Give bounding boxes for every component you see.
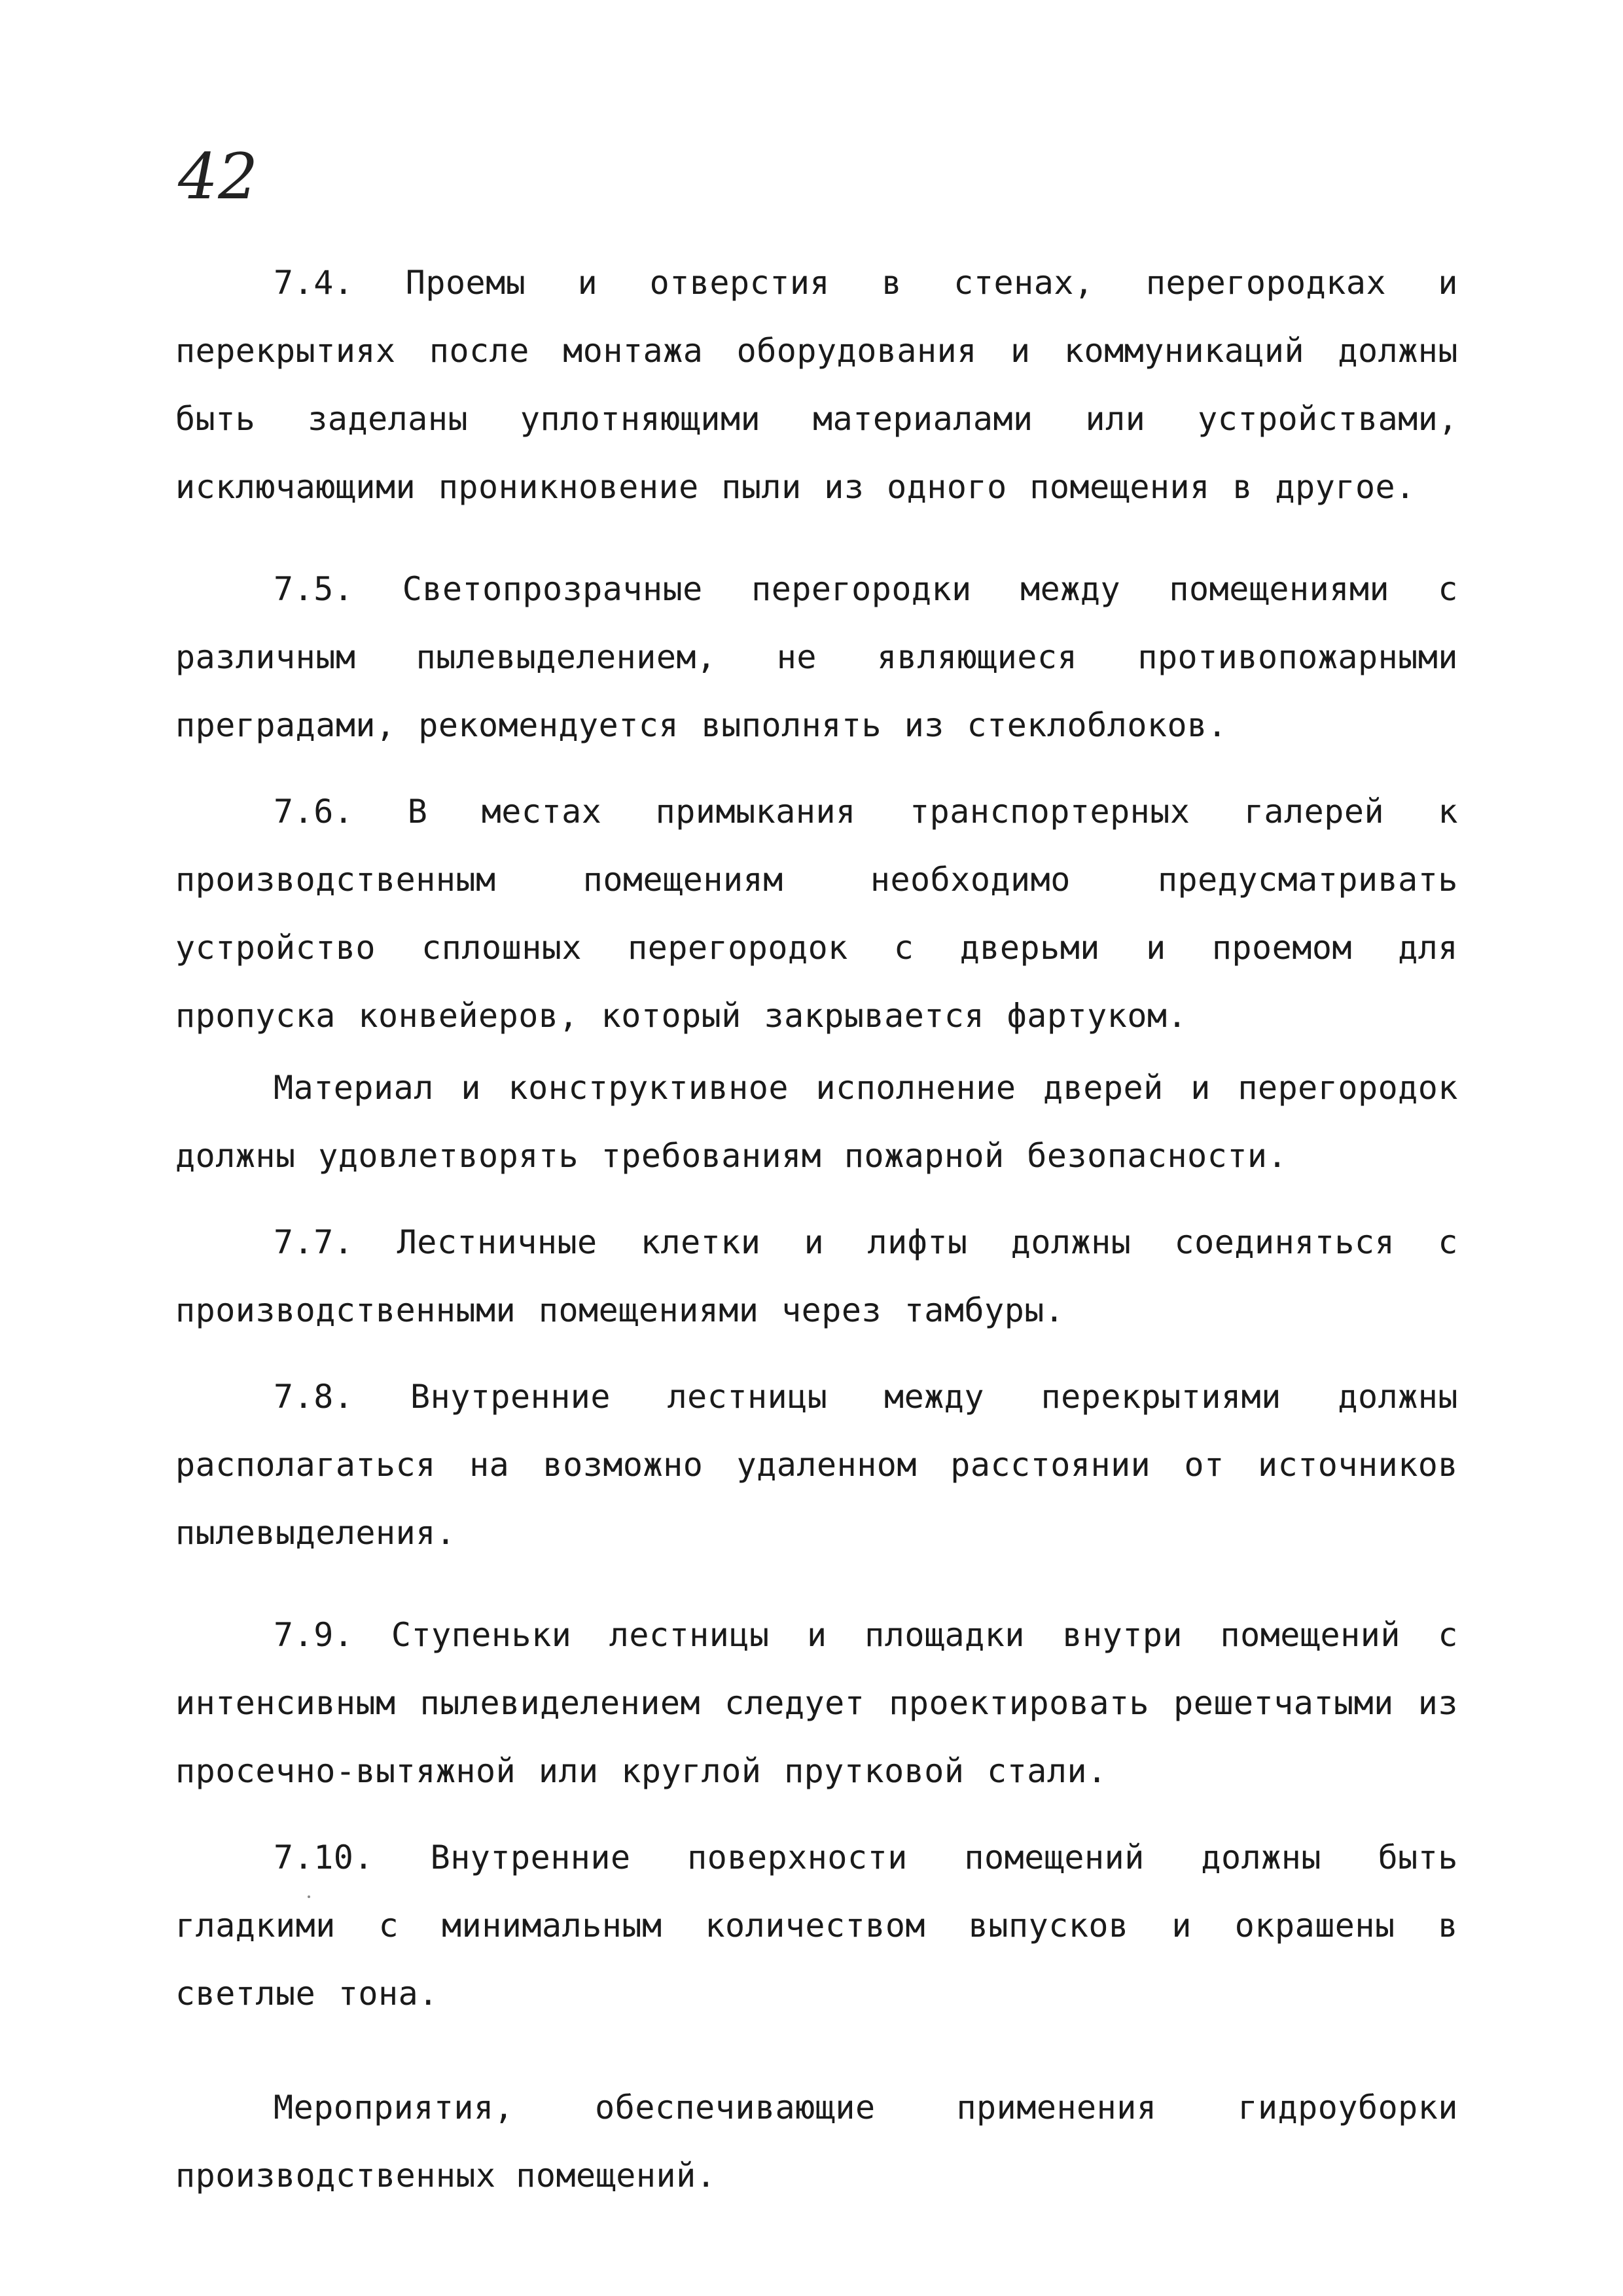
paragraph-7-9: 7.9. Ступеньки лестницы и площадки внутри помещений с интенсивным пылевиделением следует проектировать решетчатыми из просечно-вытяжной или круглой прутковой стали. xyxy=(175,1616,1458,1790)
paragraph-7-6-continuation: Материал и конструктивное исполнение дверей и перегородок должны удовлетворять требованиям пожарной безопасности. xyxy=(175,1069,1458,1175)
paragraph-7-4: 7.4. Проемы и отверстия в стенах, перегородках и перекрытиях после монтажа оборудования и коммуникаций должны быть заделаны уплотняющими материалами или устройствами, исключающими проникновение пыли из одного помещения в другое. xyxy=(175,264,1458,506)
document-body xyxy=(175,249,1458,2210)
paragraph-7-8: 7.8. Внутренние лестницы между перекрытиями должны располагаться на возможно удаленном расстоянии от источников пылевыделения. xyxy=(175,1378,1458,1552)
paragraph-7-7: 7.7. Лестничные клетки и лифты должны соединяться с производственными помещениями через тамбуры. xyxy=(175,1223,1458,1329)
paragraph-7-5: 7.5. Светопрозрачные перегородки между помещениями с различным пылевыделением, не являющиеся противопожарными преградами, рекомендуется выполнять из стеклоблоков. xyxy=(175,570,1458,744)
section-note: Мероприятия, обеспечивающие применения гидроуборки производственных помещений. xyxy=(175,2089,1458,2195)
paragraph-7-6: 7.6. В местах примыкания транспортерных галерей к производственным помещениям необходимо предусматривать устройство сплошных перегородок с дверьми и проемом для пропуска конвейеров, который закрывается фартуком. xyxy=(175,793,1458,1035)
paragraph-7-10: 7.10. Внутренние поверхности помещений должны быть гладкими с минимальным количеством выпусков и окрашены в светлые тона. xyxy=(175,1839,1458,2013)
page-number: 42 xyxy=(178,140,259,213)
scan-speck xyxy=(308,1895,310,1898)
